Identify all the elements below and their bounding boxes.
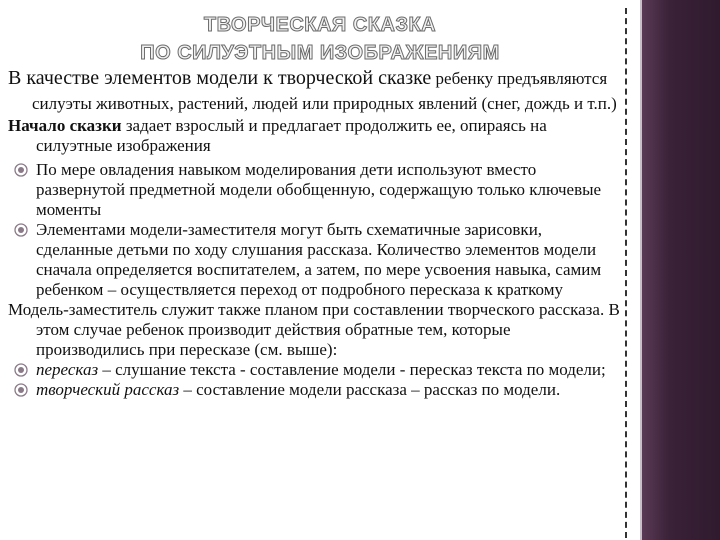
start-rest: задает взрослый и предлагает продолжить ее, опираясь на силуэтные изображения (36, 116, 547, 155)
bullet-text: – составление модели рассказа – рассказ по модели. (179, 380, 561, 399)
slide-content (8, 66, 620, 400)
bullet-item (8, 360, 620, 380)
intro-rest: ребенку предъявляются силуэты животных, растений, людей или природных явлений (снег, дождь и т.п.) (32, 69, 617, 113)
bullet-term: пересказ (36, 360, 99, 379)
intro-paragraph (8, 66, 620, 116)
bullet-term: творческий рассказ (36, 380, 180, 399)
dashed-divider (625, 8, 629, 538)
start-paragraph (8, 116, 620, 156)
circle-dot-bullet-icon (14, 383, 28, 397)
bullet-item (8, 380, 620, 400)
bullet-text: По мере овладения навыком моделирования дети используют вместо развернутой предметной модели обобщенную, содержащую только ключевые моменты (36, 160, 602, 219)
circle-dot-bullet-icon (14, 163, 28, 177)
start-bold: Начало сказки (8, 116, 122, 135)
title-line-1: ТВОРЧЕСКАЯ СКАЗКА (203, 14, 437, 36)
bullet-text: – слушание текста - составление модели - пересказ текста по модели; (98, 360, 606, 379)
plan-paragraph: Модель-заместитель служит также планом при составлении творческого рассказа. В этом случае ребенок производит действия обратные тем, которые производились при пересказе (см. выше): (8, 300, 620, 359)
title-line-2: ПО СИЛУЭТНЫМ ИЗОБРАЖЕНИЯМ (140, 42, 500, 64)
intro-lead: В качестве элементов модели к творческой сказке (8, 67, 432, 89)
circle-dot-bullet-icon (14, 363, 28, 377)
bullet-text: Элементами модели-заместителя могут быть схематичные зарисовки, сделанные детьми по ходу слушания рассказа. Количество элементов модели сначала определяется воспитателем, а затем, по мере усвоения навыка, самим ребенком – осуществляется переход от подробного пересказа к краткому (36, 220, 602, 299)
decorative-sidebar (642, 0, 720, 540)
circle-dot-bullet-icon (14, 223, 28, 237)
bullet-item (8, 220, 620, 300)
bullet-item (8, 160, 620, 220)
